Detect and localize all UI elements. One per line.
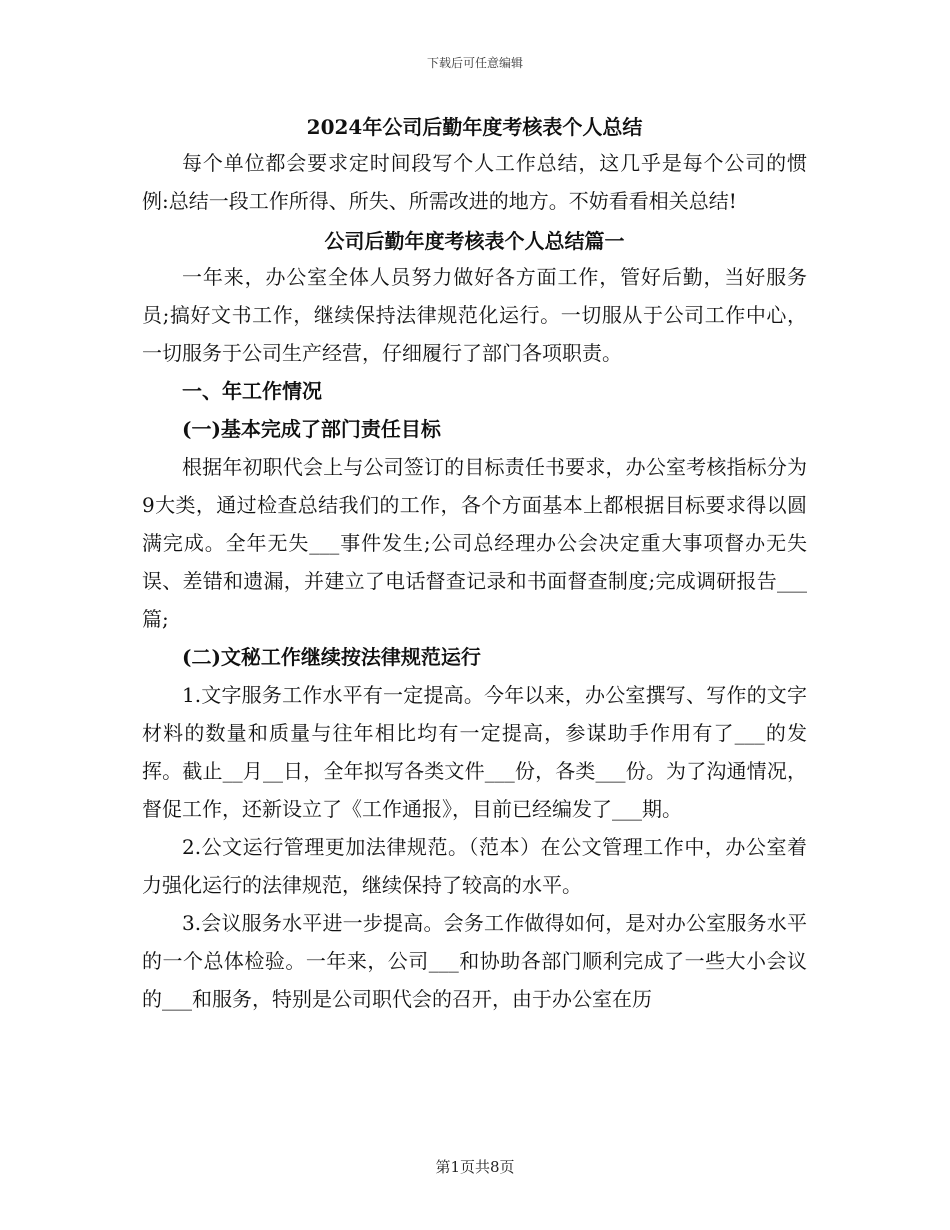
paragraph-4: 2.公文运行管理更加法律规范。（范本）在公文管理工作中，办公室着力强化运行的法律规范，继续保持了较高的水平。 — [142, 835, 807, 897]
paragraph-5: 3.会议服务水平进一步提高。会务工作做得如何，是对办公室服务水平的一个总体检验。一年来，公司___和协助各部门顺利完成了一些大小会议的___和服务，特别是公司职代会的召开，由于办公室在历 — [142, 911, 807, 1011]
paragraph-1: 一年来，办公室全体人员努力做好各方面工作，管好后勤，当好服务员;搞好文书工作，继续保持法律规范化运行。一切服从于公司工作中心，一切服务于公司生产经营，仔细履行了部门各项职责。 — [142, 265, 807, 365]
header-note: 下载后可任意编辑 — [426, 56, 523, 70]
heading-work-status: 一、年工作情况 — [182, 379, 322, 403]
intro-paragraph: 每个单位都会要求定时间段写个人工作总结，这几乎是每个公司的惯例:总结一段工作所得、所失、所需改进的地方。不妨看看相关总结! — [142, 151, 807, 213]
paragraph-3: 1.文字服务工作水平有一定提高。今年以来，办公室撰写、写作的文字材料的数量和质量与往年相比均有一定提高，参谋助手作用有了___的发挥。截止__月__日，全年拟写各类文件___份，各类___份。为了沟通情况，督促工作，还新设立了《工作通报》，目前已经编发了___期。 — [142, 683, 807, 821]
heading-secretarial-work: (二)文秘工作继续按法律规范运行 — [182, 645, 481, 669]
section-title: 公司后勤年度考核表个人总结篇一 — [324, 229, 625, 253]
paragraph-2: 根据年初职代会上与公司签订的目标责任书要求，办公室考核指标分为9大类，通过检查总结我们的工作，各个方面基本上都根据目标要求得以圆满完成。全年无失___事件发生;公司总经理办公会决定重大事项督办无失误、差错和遗漏，并建立了电话督查记录和书面督查制度;完成调研报告___篇; — [142, 455, 807, 631]
page-footer: 第1页共8页 — [435, 1158, 515, 1176]
document-body — [142, 112, 807, 1018]
document-title: 2024年公司后勤年度考核表个人总结 — [306, 115, 643, 139]
heading-goals-completed: (一)基本完成了部门责任目标 — [182, 417, 441, 441]
